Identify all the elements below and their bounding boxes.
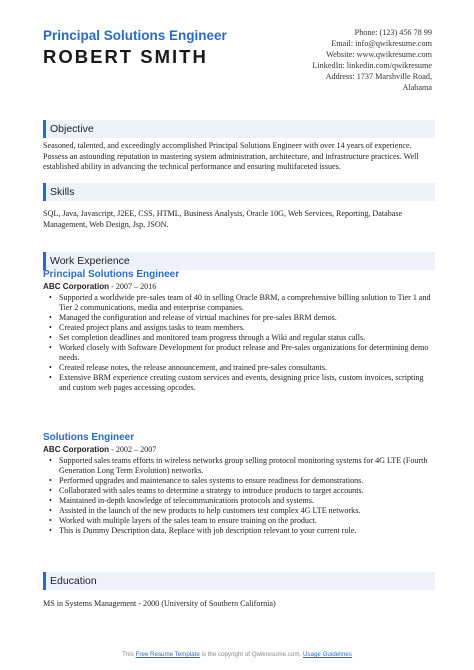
responsibility-list [43, 456, 435, 536]
role-dates: - 2002 – 2007 [109, 445, 157, 454]
contact-address: Address: 1737 Marshville Road, [325, 72, 432, 82]
role-dates: - 2007 – 2016 [109, 282, 157, 291]
work-experience-section [43, 252, 435, 536]
free-template-link[interactable]: Free Resume Template [135, 651, 200, 658]
responsibility-item: • Assisted in the launch of the new products to help customers test complex 4G LTE networks. [43, 506, 435, 516]
contact-address-line2: Alabama [402, 83, 432, 93]
responsibility-item: • Performed upgrades and maintenance to sales systems to ensure readiness for demonstrations. [43, 476, 435, 486]
responsibility-item: • Maintained in-depth knowledge of telecommunications protocols and systems. [43, 496, 435, 506]
job-title: Principal Solutions Engineer [43, 28, 227, 43]
responsibility-item: • Managed the configuration and release of virtual machines for pre-sales BRM demos. [43, 313, 435, 323]
responsibility-item: • Worked closely with Software Development for product release and Pre-sales organizations for determining demo needs. [43, 343, 435, 363]
contact-linkedin[interactable]: LinkedIn: linkedin.com/qwikresume [312, 61, 432, 71]
objective-section [43, 120, 435, 173]
contact-phone: Phone: (123) 456 78 99 [354, 28, 432, 37]
company-name: ABC Corporation [43, 445, 110, 454]
responsibility-list [43, 293, 435, 393]
contact-block [272, 27, 432, 94]
footer [0, 651, 474, 658]
responsibility-item: • Extensive BRM experience creating custom services and events, designing price lists, custom invoices, scripting and custom web pages accessing opcodes. [43, 373, 435, 393]
responsibility-item: • Collaborated with sales teams to determine a strategy to introduce products to target accounts. [43, 486, 435, 496]
usage-guidelines-link[interactable]: Usage Guidelines [302, 651, 352, 658]
role-title: Principal Solutions Engineer [43, 269, 180, 280]
responsibility-item: • Created release notes, the release announcement, and trained pre-sales consultants. [43, 363, 435, 373]
responsibility-item: • Supported sales teams efforts in wireless networks group selling protocol monitoring systems for 4G LTE (Fourth Generation Long Term Evolution) networks. [43, 456, 435, 476]
candidate-name: ROBERT SMITH [43, 46, 208, 67]
company-line [43, 282, 435, 292]
section-heading-skills: Skills [43, 183, 435, 201]
footer-prefix: This [122, 651, 136, 658]
responsibility-item: • Set completion deadlines and monitored team progress through a Wiki and regular status calls. [43, 333, 435, 343]
responsibility-item: • Worked with multiple layers of the sales team to ensure training on the product. [43, 516, 435, 526]
company-line [43, 445, 435, 455]
section-heading-work: Work Experience [43, 252, 435, 270]
skills-text: SQL, Java, Javascript, J2EE, CSS, HTML, Business Analysis, Oracle 10G, Web Services, Reporting, Database Management, Web Design, Jsp, JSON. [43, 209, 403, 229]
skills-section [43, 183, 435, 230]
responsibility-item: • This is Dummy Description data, Replace with job description relevant to your current role. [43, 526, 435, 536]
experience-entry [43, 269, 435, 393]
contact-website[interactable]: Website: www.qwikresume.com [326, 50, 432, 60]
section-heading-objective: Objective [43, 120, 435, 138]
responsibility-item: • Supported a worldwide pre-sales team of 40 in selling Oracle BRM, a comprehensive billing solution to Tier 1 and Tier 2 communications, media and enterprise companies. [43, 293, 435, 313]
responsibility-item: • Created project plans and assigns tasks to team members. [43, 323, 435, 333]
resume-header [0, 0, 474, 108]
education-section [43, 572, 435, 610]
footer-copyright: is the copyright of Qwikresume.com. [199, 651, 303, 658]
role-title: Solutions Engineer [43, 432, 135, 443]
objective-text: Seasoned, talented, and exceedingly accomplished Principal Solutions Engineer with over 14 years of experience. Possess an astounding reputation in mastering system administration, architecture, and infrastructure practices. Well established ability in advancing the technical performance and ensuring multifaceted issues. [43, 141, 419, 172]
experience-entry [43, 432, 435, 536]
contact-email[interactable]: Email: info@qwikresume.com [331, 39, 432, 49]
education-text: MS in Systems Management - 2000 (University of Southern California) [43, 599, 276, 608]
section-heading-education: Education [43, 572, 435, 590]
company-name: ABC Corporation [43, 282, 110, 291]
